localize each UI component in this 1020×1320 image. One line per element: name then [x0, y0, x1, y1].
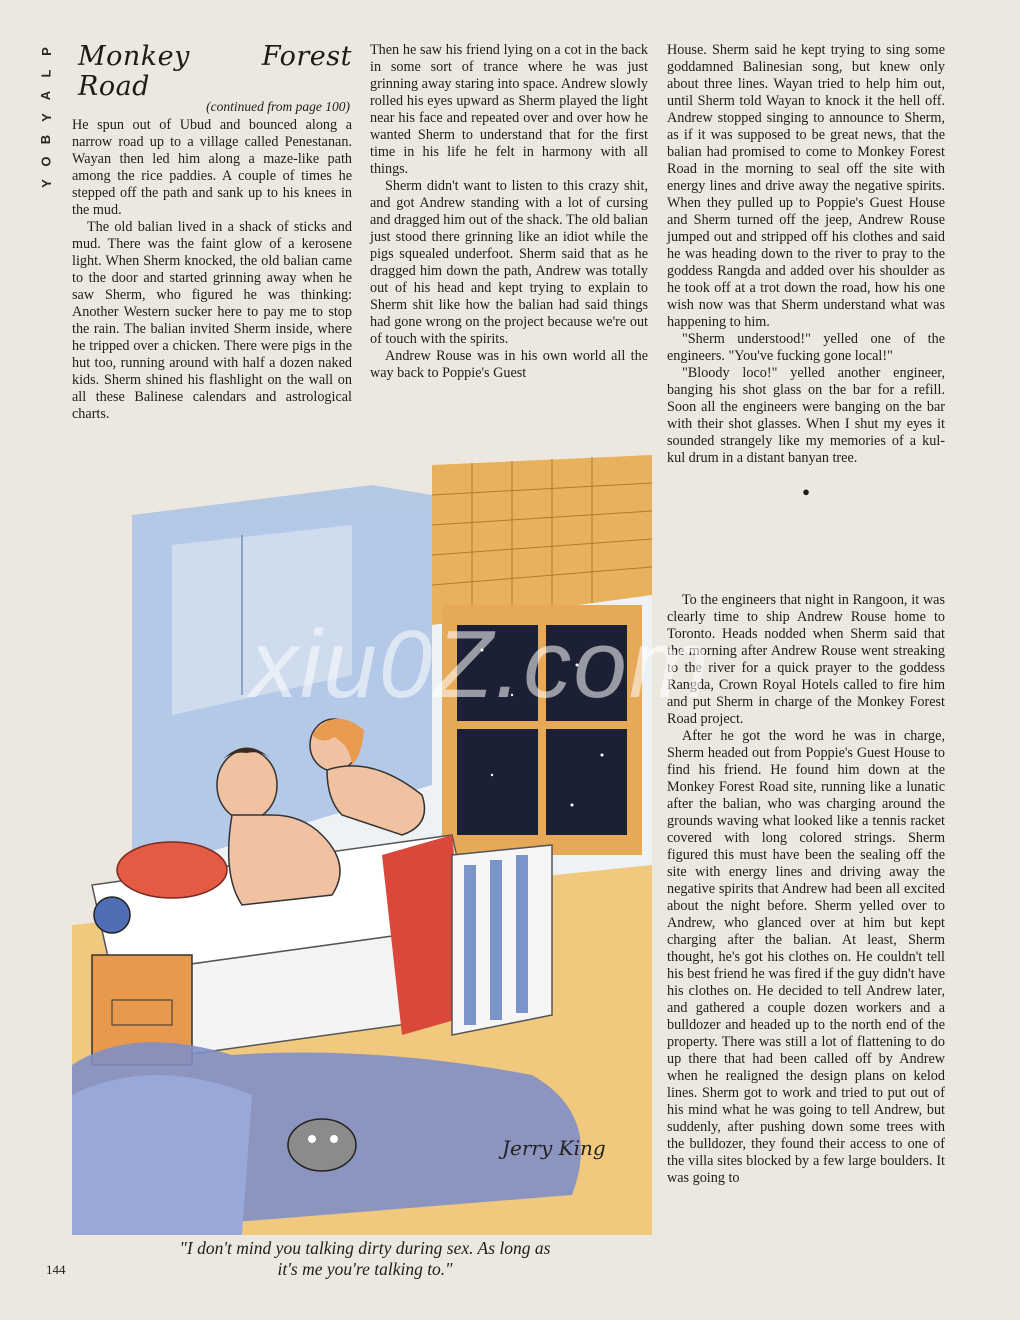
masthead-letter: Y: [38, 113, 54, 122]
article-column-1: [72, 40, 352, 423]
paragraph: To the engineers that night in Rangoon, it was clearly time to ship Andrew Rouse home to Toronto. Heads nodded when Sherm said that the morning after Andrew Rouse went streaking to the river for a quick prayer to the goddess Rangda, Crown Royal Hotels called to fire him and put Sherm in charge of the Monkey Forest Road project.: [667, 592, 945, 727]
cartoon-illustration: [72, 455, 652, 1235]
paragraph: The old balian lived in a shack of sticks and mud. There was the faint glow of a kerosene light. When Sherm knocked, the old balian came to the door and started grinning away when he saw Sherm, who figured he was thinking: Another Western sucker here to pay me to stop the rain. The balian invited Sherm inside, where he tripped over a chicken. There were pigs in the hut too, running around with half a dozen naked kids. Sherm shined his flashlight on the wall on all these Balinese calendars and astrological charts.: [72, 219, 352, 422]
cartoon-caption: [110, 1238, 620, 1280]
masthead-letter: B: [38, 134, 54, 145]
paragraph: "Bloody loco!" yelled another engineer, banging his shot glass on the bar for a refill. Soon all the engineers were banging on the bar with their shot glasses. When I shut my eyes it sounded strangely like my memories of a kul-kul drum in a distant banyan tree.: [667, 365, 945, 466]
caption-line-2: it's me you're talking to.": [277, 1259, 453, 1279]
paragraph: After he got the word he was in charge, Sherm headed out from Poppie's Guest House to find his friend. He found him down at the Monkey Forest Road site, running like a lunatic after the balian, who was charging around the grounds waving what looked like a tennis racket covered with long colored strings. Sherm figured this must have been the sealing off the site with energy lines and driving away the negative spirits that Andrew had been all excited about the night before. Sherm yelled over to Andrew, who glanced over at him but kept charging after the balian. At least, Sherm thought, he's got his clothes on. He couldn't tell his best friend he was fired if the guy didn't have his clothes on. He decided to tell Andrew later, and gathered a couple dozen workers and a bulldozer and headed up to the north end of the property. There was still a lot of flattening to do up there that had been called off by Andrew when he realigned the design plans on kelod lines. Sherm got to work and tried to put out of his mind what he was going to tell Andrew, but suddenly, after pushing down some trees with the bulldozer, they found their access to one of the villa sites blocked by a few large boulders. It was going to: [667, 728, 945, 1186]
cartoonist-signature: Jerry King: [502, 1136, 606, 1160]
masthead-letter: L: [38, 69, 54, 78]
paragraph: Then he saw his friend lying on a cot in the back in some sort of trance where he was just grinning away staring into space. Andrew slowly rolled his eyes upward as Sherm played the light near his face and repeated over and over how he wanted Sherm to understand that for the first time in his life he felt in harmony with all things.: [370, 42, 648, 177]
article-title: Monkey Forest Road: [78, 41, 352, 102]
caption-line-1: "I don't mind you talking dirty during sex. As long as: [179, 1238, 551, 1258]
masthead-letter: O: [38, 156, 54, 167]
paragraph: Andrew Rouse was in his own world all the way back to Poppie's Guest: [370, 348, 648, 381]
continued-note: (continued from page 100): [206, 99, 350, 114]
playboy-masthead: [34, 44, 58, 191]
section-separator: ●: [802, 484, 810, 499]
article-column-3-bottom: [667, 592, 945, 1187]
masthead-letter: A: [38, 90, 54, 101]
paragraph: House. Sherm said he kept trying to sing some goddamned Balinesian song, but knew only about three lines. Wayan tried to help him out, until Sherm told Wayan to knock it the hell off. Andrew stopped singing to announce to Sherm, as if it was supposed to be great news, that the balian had promised to come to Monkey Forest Road in the morning to seal off the site with energy lines and drive away the negative spirits. When they pulled up to Poppie's Guest House and Sherm turned off the jeep, Andrew Rouse jumped out and stripped off his clothes and said he was heading down to the river to pray to the goddess Rangda and added over his shoulder as he took off at a trot down the road, how his one wish now was that Sherm understand what was happening to him.: [667, 42, 945, 330]
paragraph: Sherm didn't want to listen to this crazy shit, and got Andrew standing with a lot of cursing and dragged him out of the shack. The old balian just stood there grinning like an idiot while the pigs squealed underfoot. Sherm said that as he dragged him down the path, Andrew was totally out of his head and kept trying to explain to Sherm shit like how the balian had said things had gone wrong on the project because we're out of touch with the spirits.: [370, 178, 648, 347]
page-number: 144: [46, 1262, 66, 1277]
article-column-2: [370, 42, 648, 382]
paragraph: He spun out of Ubud and bounced along a narrow road up to a village called Penestanan. Wayan then led him along a maze-like path among the rice paddies. A couple of times he stepped off the path and sank up to his knees in the mud.: [72, 117, 352, 218]
masthead-letter: Y: [38, 179, 54, 188]
article-column-3-top: [667, 42, 945, 512]
watermark: xiu0Z.com: [250, 611, 711, 718]
paragraph: "Sherm understood!" yelled one of the engineers. "You've fucking gone local!": [667, 331, 945, 364]
masthead-letter: P: [38, 47, 54, 56]
